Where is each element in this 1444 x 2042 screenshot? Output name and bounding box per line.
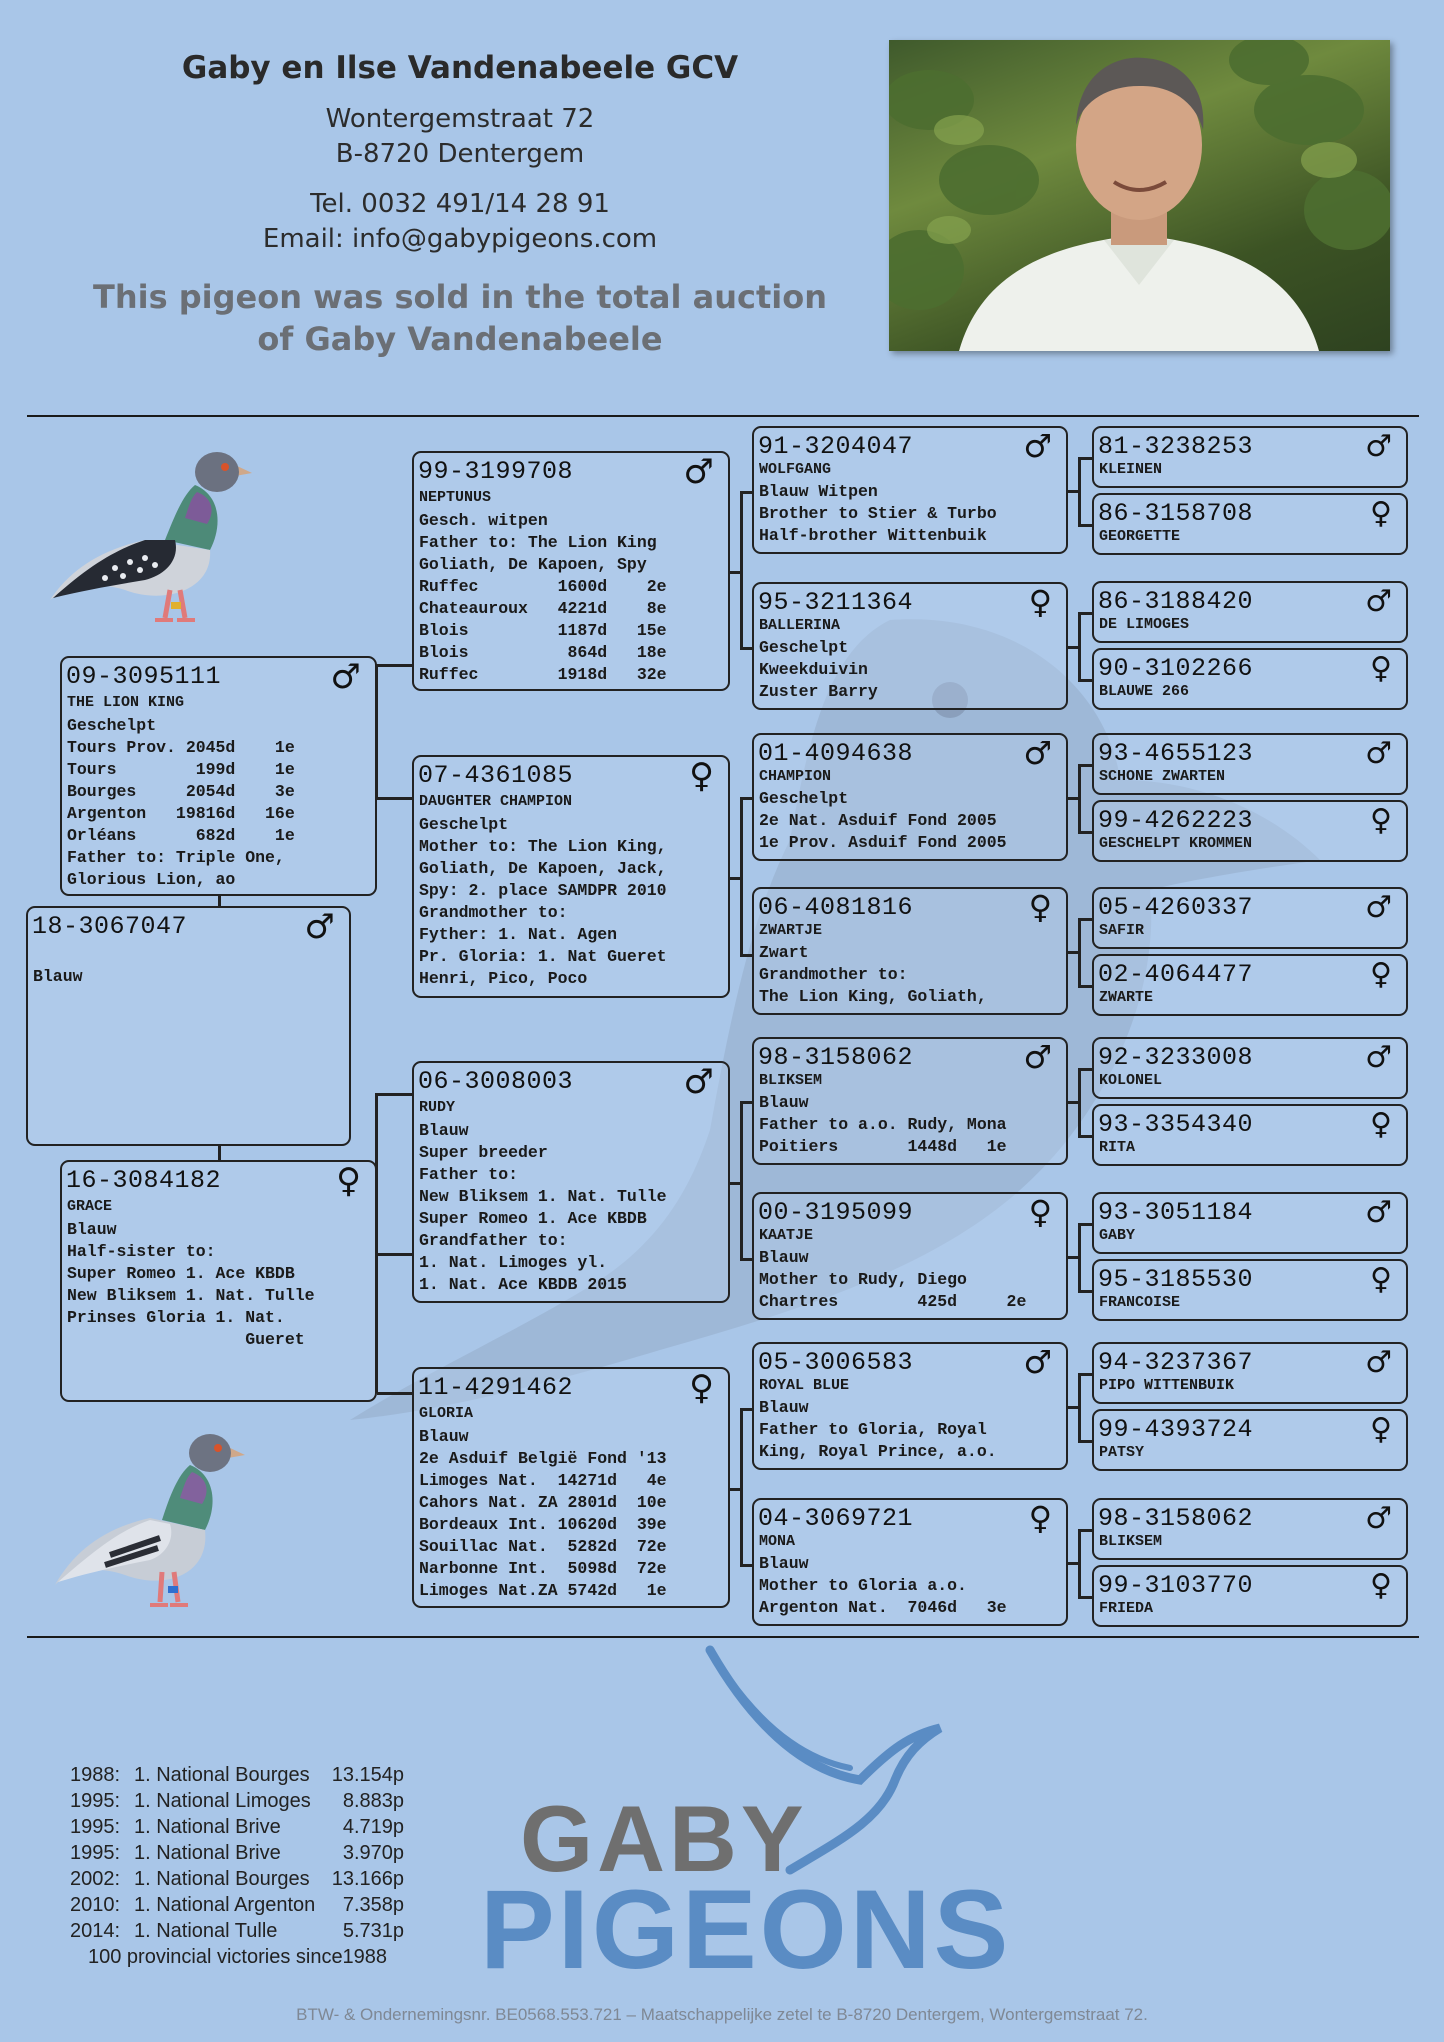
connector-line	[1078, 831, 1092, 834]
connector-line	[1078, 612, 1092, 615]
connector-line	[1078, 1068, 1092, 1071]
connector-line	[1078, 612, 1081, 682]
pigeon-name: BLAUWE 266	[1099, 683, 1190, 700]
achievement-points: 8.883p	[342, 1790, 404, 1812]
logo-pigeons: PIGEONS	[480, 1867, 1012, 1992]
achievement-title: 1. National Bourges	[134, 1868, 310, 1890]
achievement-year: 2010:	[70, 1894, 121, 1916]
connector-line	[1078, 1135, 1092, 1138]
female-symbol-icon: ♀	[1370, 957, 1392, 992]
pedigree-details: Blauw Half-sister to: Super Romeo 1. Ace KBDB New Bliksem 1. Nat. Tulle Prinses Gloria 1. Nat. Gueret	[67, 1220, 315, 1349]
male-symbol-icon: ♂	[1365, 429, 1392, 464]
connector-line	[1078, 918, 1092, 921]
gen4-3-card	[1092, 648, 1408, 710]
pigeon-name: GLORIA	[419, 1405, 474, 1422]
female-symbol-icon: ♀	[336, 1161, 361, 1201]
connector-line	[1078, 918, 1081, 988]
pigeon-name: GABY	[1099, 1227, 1136, 1244]
achievement-row	[70, 1866, 404, 1892]
ring-number: 04-3069721	[758, 1504, 914, 1533]
pedigree-details: Blauw 2e Asduif België Fond '13 Limoges Nat. 14271d 4e Cahors Nat. ZA 2801d 10e Bordeaux Int. 10620d 39e Souillac Nat. 5282d 72e Narbonne Int. 5098d 72e Limoges Nat.ZA 5742d 1e	[419, 1427, 667, 1600]
male-symbol-icon: ♂	[1365, 1195, 1392, 1230]
pedigree-details: Blauw Mother to Rudy, Diego Chartres 425d 2e	[759, 1248, 1027, 1311]
ring-number: 94-3237367	[1098, 1348, 1254, 1377]
gen4-0-card	[1092, 426, 1408, 488]
pedigree-details: Geschelpt Mother to: The Lion King, Goliath, De Kapoen, Jack, Spy: 2. place SAMDPR 2010 Grandmother to: Fyther: 1. Nat. Agen Pr. Gloria: 1. Nat Gueret Henri, Pico, Poco	[419, 815, 667, 988]
mf-card	[412, 1061, 730, 1303]
pedigree-details: Blauw Father to a.o. Rudy, Mona Poitiers 1448d 1e	[759, 1093, 1007, 1156]
pigeon-name: RUDY	[419, 1099, 456, 1116]
gen4-9-card	[1092, 1104, 1408, 1166]
achievement-year: 1995:	[70, 1790, 121, 1812]
auction-notice: This pigeon was sold in the total auction of Gaby Vandenabeele	[92, 278, 827, 358]
female-symbol-icon: ♀	[1370, 1412, 1392, 1447]
ring-number: 92-3233008	[1098, 1043, 1254, 1072]
connector-line	[377, 1253, 412, 1256]
achievements-list	[70, 1762, 404, 1970]
gen4-13-card	[1092, 1409, 1408, 1471]
gen4-1-card	[1092, 493, 1408, 555]
pigeon-name: GRACE	[67, 1198, 113, 1215]
ring-number: 93-3051184	[1098, 1198, 1254, 1227]
gen3-7-card	[752, 1498, 1068, 1626]
male-symbol-icon: ♂	[683, 1062, 714, 1102]
gen4-15-card	[1092, 1565, 1408, 1627]
connector-line	[730, 1488, 740, 1491]
pedigree-details: Blauw Super breeder Father to: New Bliksem 1. Nat. Tulle Super Romeo 1. Ace KBDB Grandfather to: 1. Nat. Limoges yl. 1. Nat. Ace KBDB 2015	[419, 1121, 667, 1294]
male-symbol-icon: ♂	[1365, 736, 1392, 771]
email-address: Email: info@gabypigeons.com	[262, 224, 658, 254]
connector-line	[1078, 1373, 1081, 1443]
achievement-title: 1. National Tulle	[134, 1920, 278, 1942]
pedigree-details: Geschelpt Kweekduivin Zuster Barry	[759, 638, 878, 701]
connector-line	[377, 1093, 412, 1096]
female-symbol-icon: ♀	[1370, 1107, 1392, 1142]
connector-line	[740, 1101, 743, 1261]
male-symbol-icon: ♂	[1365, 890, 1392, 925]
pigeon-name: BLIKSEM	[1099, 1533, 1163, 1550]
achievement-row	[70, 1788, 404, 1814]
connector-line	[1078, 985, 1092, 988]
gen4-5-card	[1092, 800, 1408, 862]
pigeon-name: KAATJE	[759, 1227, 814, 1244]
connector-line	[740, 1408, 752, 1411]
ring-number: 16-3084182	[66, 1166, 222, 1195]
connector-line	[1078, 1223, 1081, 1293]
connector-line	[740, 647, 752, 650]
connector-line	[377, 664, 412, 667]
male-symbol-icon: ♂	[1023, 1343, 1052, 1381]
connector-line	[1078, 1596, 1092, 1599]
ring-number: 99-4262223	[1098, 806, 1254, 835]
connector-line	[730, 1182, 740, 1185]
connector-line	[218, 896, 221, 908]
achievement-title: 1. National Brive	[134, 1842, 281, 1864]
achievement-title: 1. National Brive	[134, 1816, 281, 1838]
ring-number: 98-3158062	[758, 1043, 914, 1072]
connector-line	[730, 877, 740, 880]
achievement-row	[70, 1892, 404, 1918]
gen4-7-card	[1092, 954, 1408, 1016]
female-symbol-icon: ♀	[1370, 1262, 1392, 1297]
pigeon-name: WOLFGANG	[759, 461, 832, 478]
gen4-12-card	[1092, 1342, 1408, 1404]
achievement-year: 1988:	[70, 1764, 121, 1786]
ring-number: 91-3204047	[758, 432, 914, 461]
ring-number: 07-4361085	[418, 761, 574, 790]
company-footer: BTW- & Ondernemingsnr. BE0568.553.721 – Maatschappelijke zetel te B-8720 Dentergem, Wontergemstraat 72.	[296, 2005, 1148, 2024]
achievement-year: 1995:	[70, 1816, 121, 1838]
ring-number: 99-3103770	[1098, 1571, 1254, 1600]
connector-line	[1078, 1373, 1092, 1376]
pigeon-name: DAUGHTER CHAMPION	[419, 793, 573, 810]
pigeon-name: BALLERINA	[759, 617, 841, 634]
ff-card	[412, 451, 730, 691]
achievement-year: 2002:	[70, 1868, 121, 1890]
victories-summary: 100 provincial victories since1988	[88, 1946, 388, 1968]
connector-line	[377, 797, 412, 800]
achievement-year: 2014:	[70, 1920, 121, 1942]
achievement-year: 1995:	[70, 1842, 121, 1864]
gen4-14-card	[1092, 1498, 1408, 1560]
connector-line	[740, 491, 752, 494]
achievement-title: 1. National Argenton	[134, 1894, 316, 1916]
achievement-points: 3.970p	[342, 1842, 404, 1864]
ring-number: 05-3006583	[758, 1348, 914, 1377]
top-divider	[27, 415, 1419, 417]
ring-number: 86-3158708	[1098, 499, 1254, 528]
female-symbol-icon: ♀	[689, 756, 714, 796]
gen3-2-card	[752, 733, 1068, 861]
mm-card	[412, 1367, 730, 1608]
connector-line	[218, 1146, 221, 1162]
pigeon-name: SCHONE ZWARTEN	[1099, 768, 1226, 785]
pedigree-details: Geschelpt 2e Nat. Asduif Fond 2005 1e Prov. Asduif Fond 2005	[759, 789, 1007, 852]
pedigree-details: Blauw Witpen Brother to Stier & Turbo Half-brother Wittenbuik	[759, 482, 997, 545]
connector-line	[1078, 457, 1081, 527]
ring-number: 06-4081816	[758, 893, 914, 922]
ring-number: 93-4655123	[1098, 739, 1254, 768]
ring-number: 95-3211364	[758, 588, 914, 617]
gen4-10-card	[1092, 1192, 1408, 1254]
gen3-4-card	[752, 1037, 1068, 1165]
ring-number: 86-3188420	[1098, 587, 1254, 616]
pigeon-name: DE LIMOGES	[1099, 616, 1190, 633]
gen3-0-card	[752, 426, 1068, 554]
ring-number: 99-4393724	[1098, 1415, 1254, 1444]
achievement-points: 13.166p	[331, 1868, 404, 1890]
pigeon-name: KLEINEN	[1099, 461, 1163, 478]
male-symbol-icon: ♂	[1023, 1038, 1052, 1076]
connector-line	[740, 1408, 743, 1567]
ring-number: 99-3199708	[418, 457, 574, 486]
cock-pigeon-icon	[45, 440, 255, 630]
pigeon-name: PATSY	[1099, 1444, 1145, 1461]
fm-card	[412, 755, 730, 998]
connector-line	[1078, 764, 1081, 834]
connector-line	[1078, 1223, 1092, 1226]
connector-line	[740, 491, 743, 650]
male-symbol-icon: ♂	[330, 657, 361, 697]
ring-number: 00-3195099	[758, 1198, 914, 1227]
achievement-row	[70, 1840, 404, 1866]
pigeon-name: GEORGETTE	[1099, 528, 1181, 545]
female-symbol-icon: ♀	[1028, 1499, 1052, 1537]
connector-line	[375, 1093, 378, 1393]
gen4-8-card	[1092, 1037, 1408, 1099]
female-symbol-icon: ♀	[1028, 583, 1052, 621]
ring-number: 02-4064477	[1098, 960, 1254, 989]
pigeon-name: MONA	[759, 1533, 796, 1550]
achievement-points: 4.719p	[342, 1816, 404, 1838]
connector-line	[377, 1392, 412, 1395]
female-symbol-icon: ♀	[1028, 888, 1052, 926]
achievement-points: 13.154p	[331, 1764, 404, 1786]
achievement-row	[70, 1918, 404, 1944]
connector-line	[1078, 764, 1092, 767]
connector-line	[740, 954, 752, 957]
ring-number: 05-4260337	[1098, 893, 1254, 922]
connector-line	[375, 664, 378, 800]
subject-card	[26, 906, 351, 1146]
pedigree-details: Geschelpt Tours Prov. 2045d 1e Tours 199d 1e Bourges 2054d 3e Argenton 19816d 16e Orléans 682d 1e Father to: Triple One, Glorious Lion, ao	[67, 716, 295, 889]
connector-line	[1078, 524, 1092, 527]
male-symbol-icon: ♂	[683, 452, 714, 492]
male-symbol-icon: ♂	[304, 907, 335, 947]
pigeon-name: ZWARTJE	[759, 922, 823, 939]
gen4-11-card	[1092, 1259, 1408, 1321]
male-symbol-icon: ♂	[1365, 1501, 1392, 1536]
connector-line	[1078, 1068, 1081, 1138]
pedigree-details: Blauw	[33, 967, 83, 986]
achievement-points: 7.358p	[342, 1894, 404, 1916]
gen4-2-card	[1092, 581, 1408, 643]
connector-line	[740, 797, 743, 957]
pigeon-name: NEPTUNUS	[419, 489, 492, 506]
pigeon-name: THE LION KING	[67, 694, 185, 711]
achievement-title: 1. National Limoges	[134, 1790, 311, 1812]
pedigree-details: Zwart Grandmother to: The Lion King, Goliath,	[759, 943, 987, 1006]
ring-number: 81-3238253	[1098, 432, 1254, 461]
connector-line	[740, 1258, 752, 1261]
phone-number: Tel. 0032 491/14 28 91	[310, 189, 610, 219]
connector-line	[1078, 1290, 1092, 1293]
connector-line	[740, 797, 752, 800]
ring-number: 93-3354340	[1098, 1110, 1254, 1139]
ring-number: 11-4291462	[418, 1373, 574, 1402]
male-symbol-icon: ♂	[1023, 427, 1052, 465]
connector-line	[1078, 457, 1092, 460]
breeder-name: Gaby en Ilse Vandenabeele GCV	[181, 50, 739, 86]
connector-line	[1078, 1440, 1092, 1443]
address-city: B-8720 Dentergem	[335, 139, 585, 169]
gen3-3-card	[752, 887, 1068, 1015]
connector-line	[1078, 679, 1092, 682]
ring-number: 09-3095111	[66, 662, 222, 691]
male-symbol-icon: ♂	[1365, 584, 1392, 619]
female-symbol-icon: ♀	[1370, 496, 1392, 531]
connector-line	[1078, 1529, 1081, 1599]
gen4-4-card	[1092, 733, 1408, 795]
connector-line	[1078, 1529, 1092, 1532]
pigeon-name: GESCHELPT KROMMEN	[1099, 835, 1253, 852]
pedigree-details: Gesch. witpen Father to: The Lion King Goliath, De Kapoen, Spy Ruffec 1600d 2e Chateauroux 4221d 8e Blois 1187d 15e Blois 864d 18e Ruffec 1918d 32e	[419, 511, 667, 684]
pigeon-name: CHAMPION	[759, 768, 832, 785]
gen3-1-card	[752, 582, 1068, 710]
connector-line	[730, 571, 740, 574]
female-symbol-icon: ♀	[689, 1368, 714, 1408]
female-symbol-icon: ♀	[1370, 651, 1392, 686]
achievement-title: 1. National Bourges	[134, 1764, 310, 1786]
father-card	[60, 656, 377, 896]
ring-number: 18-3067047	[32, 912, 188, 941]
connector-line	[740, 1564, 752, 1567]
pigeon-name: BLIKSEM	[759, 1072, 823, 1089]
pigeon-name: PIPO WITTENBUIK	[1099, 1377, 1235, 1394]
pigeon-name: RITA	[1099, 1139, 1136, 1156]
bottom-divider	[27, 1636, 1419, 1638]
ring-number: 90-3102266	[1098, 654, 1254, 683]
male-symbol-icon: ♂	[1365, 1040, 1392, 1075]
ring-number: 06-3008003	[418, 1067, 574, 1096]
pigeon-name: ZWARTE	[1099, 989, 1154, 1006]
pigeon-name: SAFIR	[1099, 922, 1145, 939]
female-symbol-icon: ♀	[1028, 1193, 1052, 1231]
hen-pigeon-icon	[50, 1420, 250, 1615]
address-street: Wontergemstraat 72	[325, 104, 595, 134]
male-symbol-icon: ♂	[1023, 734, 1052, 772]
female-symbol-icon: ♀	[1370, 803, 1392, 838]
pigeon-name: KOLONEL	[1099, 1072, 1163, 1089]
gen3-5-card	[752, 1192, 1068, 1320]
pigeon-name: ROYAL BLUE	[759, 1377, 850, 1394]
logo-gaby: GABY	[520, 1786, 808, 1891]
connector-line	[740, 1101, 752, 1104]
male-symbol-icon: ♂	[1365, 1345, 1392, 1380]
pedigree-details: Blauw Mother to Gloria a.o. Argenton Nat. 7046d 3e	[759, 1554, 1007, 1617]
pigeon-name: FRIEDA	[1099, 1600, 1154, 1617]
achievement-points: 5.731p	[342, 1920, 404, 1942]
achievement-row	[70, 1762, 404, 1788]
ring-number: 95-3185530	[1098, 1265, 1254, 1294]
breeder-photo	[889, 40, 1390, 351]
achievement-row	[70, 1814, 404, 1840]
ring-number: 01-4094638	[758, 739, 914, 768]
gen3-6-card	[752, 1342, 1068, 1470]
ring-number: 98-3158062	[1098, 1504, 1254, 1533]
female-symbol-icon: ♀	[1370, 1568, 1392, 1603]
mother-card	[60, 1160, 377, 1402]
gen4-6-card	[1092, 887, 1408, 949]
pedigree-details: Blauw Father to Gloria, Royal King, Royal Prince, a.o.	[759, 1398, 997, 1461]
pigeon-name: FRANCOISE	[1099, 1294, 1181, 1311]
